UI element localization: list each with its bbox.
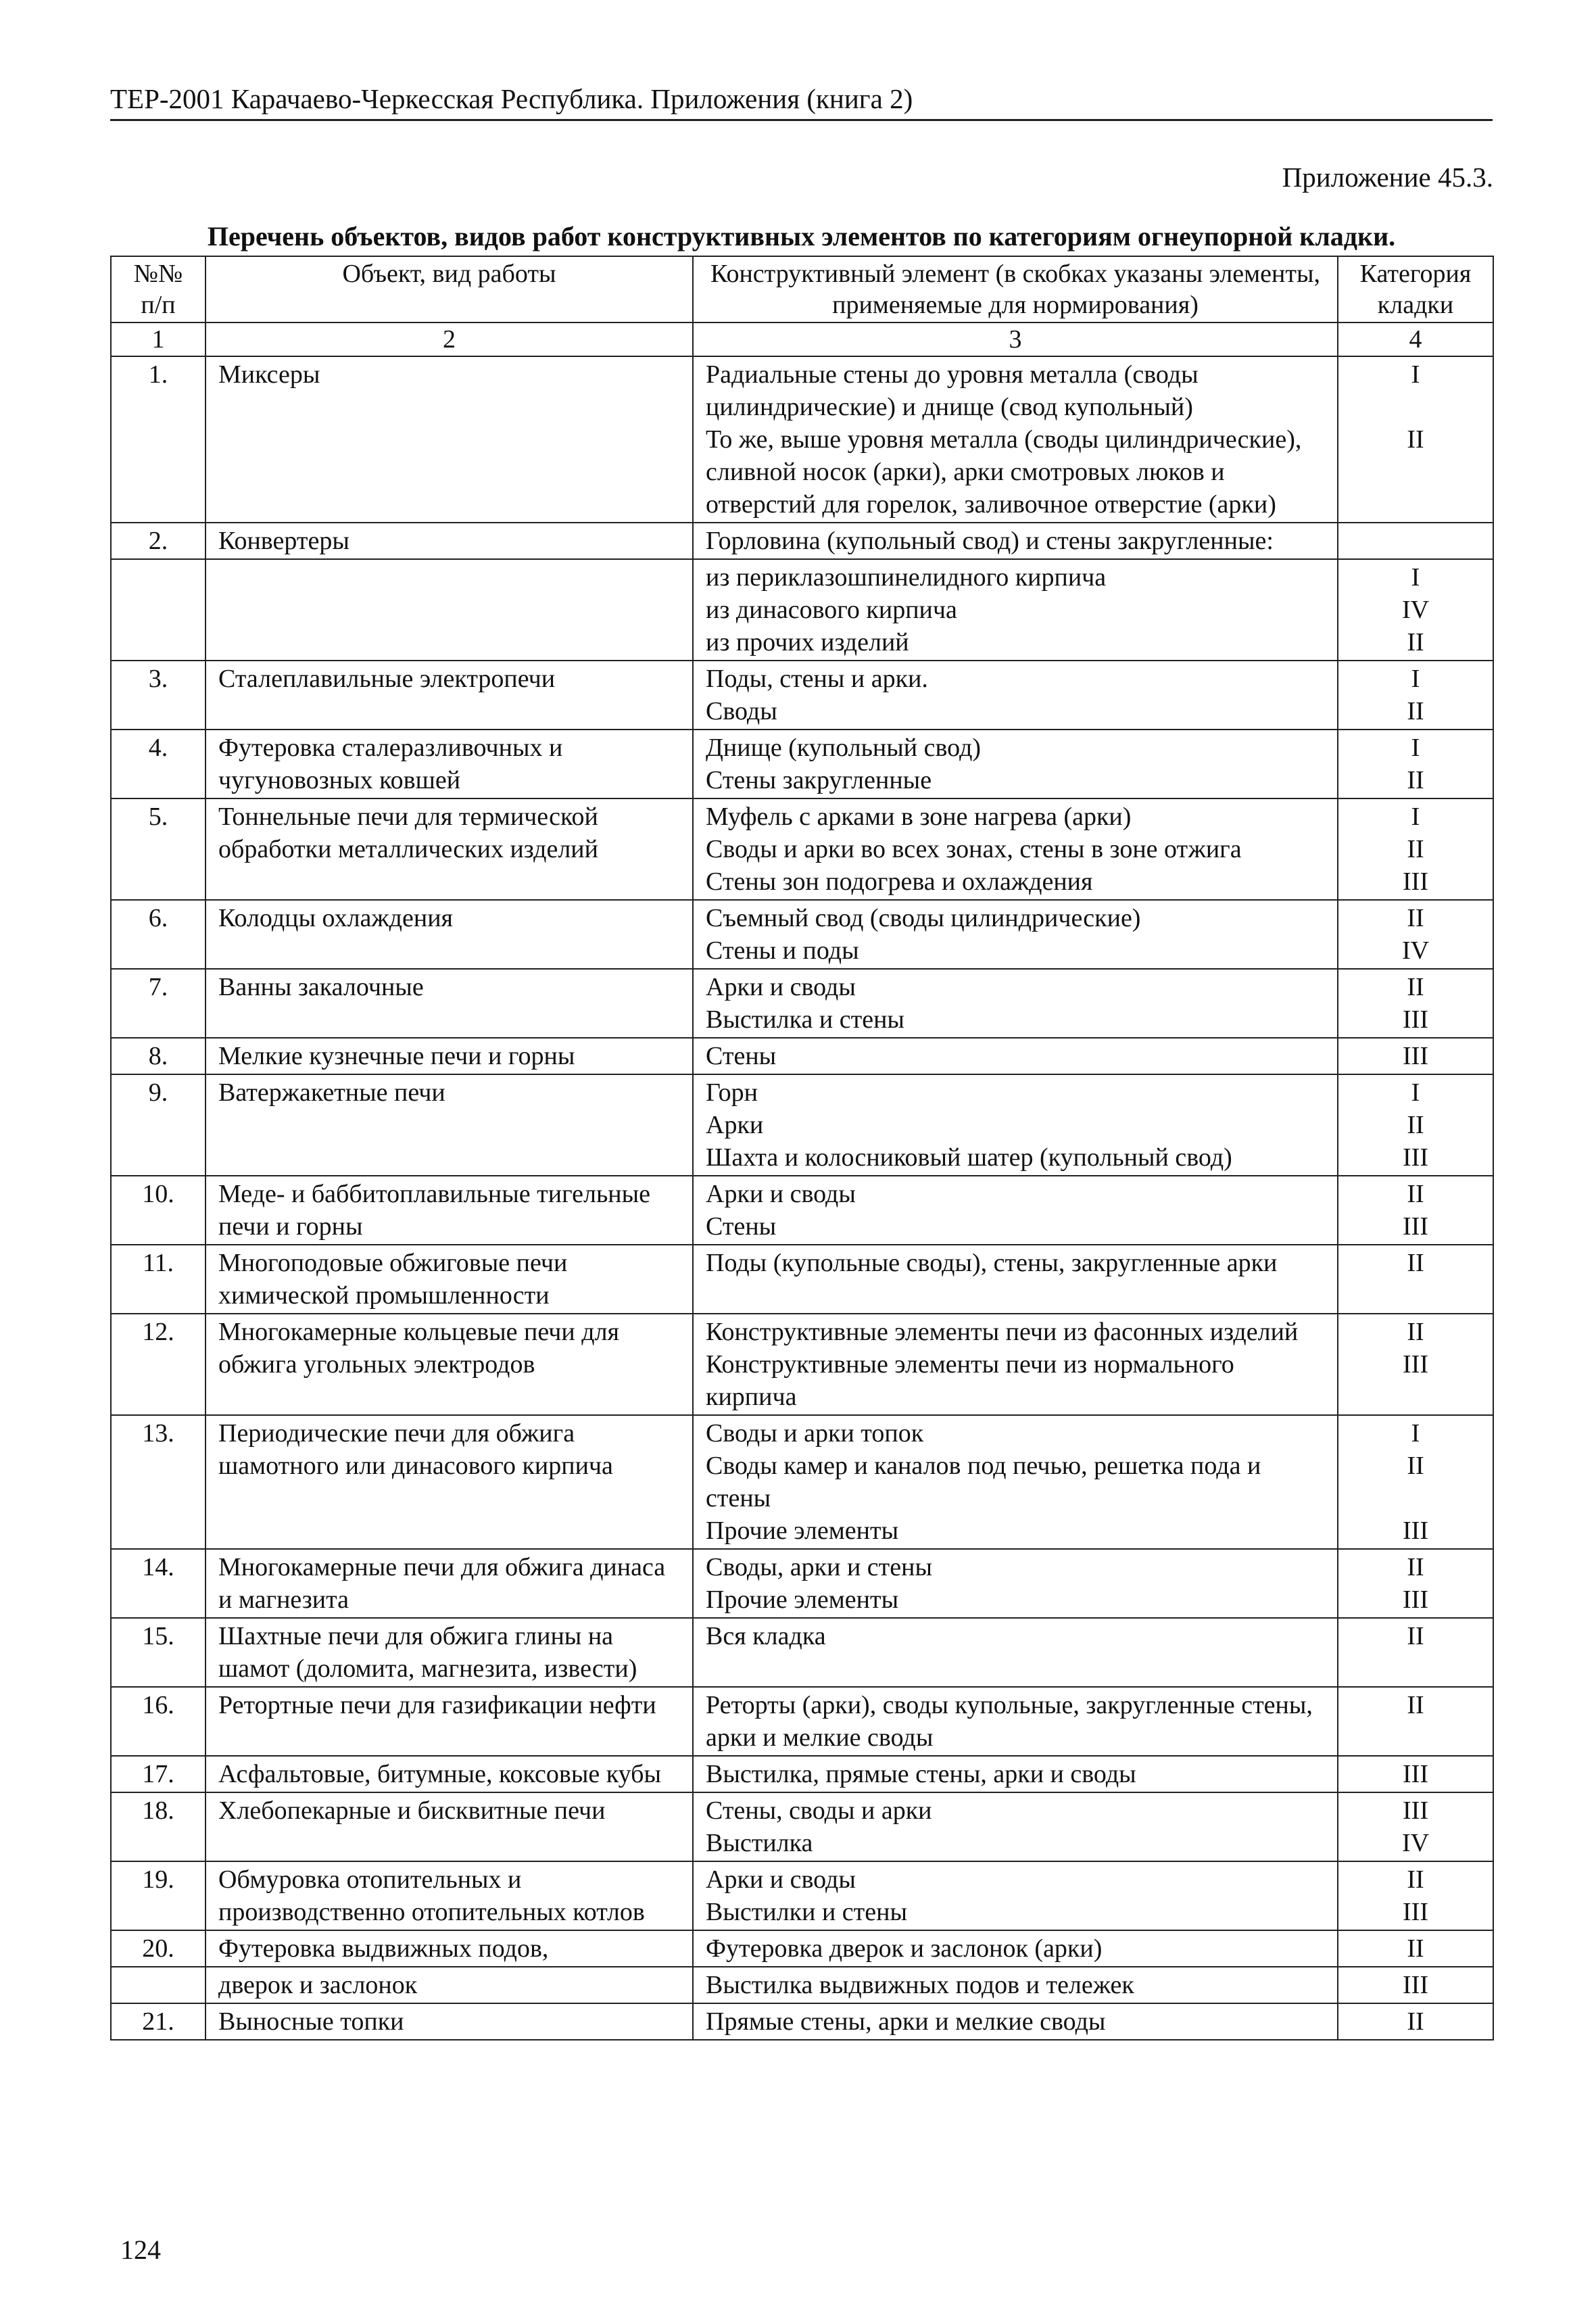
row-object: Хлебопекарные и бисквитные печи (205, 1792, 693, 1861)
row-elements (693, 1967, 1338, 2003)
category-line: III (1403, 1517, 1428, 1545)
element-line: Днище (купольный свод) (706, 734, 982, 762)
category-line: II (1407, 628, 1424, 657)
element-line: Горн (706, 1078, 758, 1107)
row-object: Футеровка выдвижных подов, (205, 1930, 693, 1967)
category-line: II (1407, 425, 1424, 454)
index-cell: 1 (111, 323, 205, 356)
row-number (111, 559, 205, 661)
category-line: II (1407, 1691, 1424, 1719)
row-elements (693, 1687, 1338, 1756)
row-object: Ватержакетные печи (205, 1074, 693, 1176)
row-number: 6. (111, 900, 205, 969)
table-row (111, 523, 1493, 559)
row-categories (1338, 798, 1493, 900)
table-row (111, 730, 1493, 798)
element-line: Муфель с арками в зоне нагрева (арки) (706, 803, 1132, 831)
element-line: Выстилка и стены (706, 1005, 904, 1034)
appendix-label: Приложение 45.3. (1282, 162, 1493, 193)
row-categories (1338, 730, 1493, 798)
element-line: Прямые стены, арки и мелкие своды (706, 2007, 1106, 2036)
category-line: II (1407, 766, 1424, 794)
category-line: III (1403, 1796, 1428, 1825)
element-line: Арки и своды (706, 1865, 856, 1894)
table-row (111, 798, 1493, 900)
category-line: II (1407, 1111, 1424, 1139)
table-row (111, 1756, 1493, 1792)
category-line: III (1403, 1005, 1428, 1034)
category-line: II (1407, 973, 1424, 1001)
table-body (111, 356, 1493, 2040)
row-categories (1338, 1314, 1493, 1415)
row-elements (693, 1861, 1338, 1930)
table-row (111, 969, 1493, 1038)
category-line: III (1403, 1042, 1428, 1070)
row-object: Многокамерные печи для обжига динаса и магнезита (205, 1549, 693, 1618)
element-line: Арки и своды (706, 973, 856, 1001)
category-line: IV (1401, 936, 1430, 965)
row-elements (693, 730, 1338, 798)
table-row (111, 1245, 1493, 1314)
table-row (111, 1038, 1493, 1074)
table-row (111, 1687, 1493, 1756)
row-number: 11. (111, 1245, 205, 1314)
category-line: II (1407, 835, 1424, 863)
table-row (111, 1967, 1493, 2003)
row-elements (693, 661, 1338, 730)
row-number: 17. (111, 1756, 205, 1792)
element-line: Своды (706, 697, 777, 725)
row-categories (1338, 1756, 1493, 1792)
row-object: Ванны закалочные (205, 969, 693, 1038)
row-categories (1338, 1074, 1493, 1176)
element-line: Реторты (арки), своды купольные, закругленные стены, арки и мелкие своды (706, 1691, 1313, 1752)
row-categories (1338, 2003, 1493, 2040)
element-line: Прочие элементы (706, 1585, 899, 1614)
row-elements (693, 1930, 1338, 1967)
element-line: Прочие элементы (706, 1517, 899, 1545)
category-line: II (1407, 904, 1424, 932)
category-line: III (1403, 1760, 1428, 1788)
table-row (111, 356, 1493, 523)
row-categories (1338, 1549, 1493, 1618)
row-categories (1338, 661, 1493, 730)
element-line: Выстилки и стены (706, 1898, 907, 1926)
row-number: 12. (111, 1314, 205, 1415)
row-categories (1338, 1038, 1493, 1074)
row-number: 16. (111, 1687, 205, 1756)
element-line: Своды камер и каналов под печью, решетка пода и стены (706, 1452, 1261, 1512)
category-line: II (1407, 1318, 1424, 1346)
row-number: 10. (111, 1176, 205, 1245)
row-elements (693, 1549, 1338, 1618)
category-line: II (1407, 1180, 1424, 1208)
element-line: Стены и поды (706, 936, 859, 965)
element-line: Съемный свод (своды цилиндрические) (706, 904, 1141, 932)
table-row (111, 559, 1493, 661)
row-object: Многокамерные кольцевые печи для обжига угольных электродов (205, 1314, 693, 1415)
category-line: III (1403, 1143, 1428, 1172)
table-row (111, 1314, 1493, 1415)
row-elements (693, 2003, 1338, 2040)
table-header-row (111, 256, 1493, 323)
index-cell: 3 (693, 323, 1338, 356)
element-line: Своды и арки топок (706, 1419, 924, 1448)
category-line: II (1407, 2007, 1424, 2036)
categories-table (110, 256, 1494, 2040)
category-line: III (1403, 1898, 1428, 1926)
row-object: Меде- и баббитоплавильные тигельные печи и горны (205, 1176, 693, 1245)
table-row (111, 1074, 1493, 1176)
row-elements (693, 356, 1338, 523)
category-line: II (1407, 1934, 1424, 1963)
element-line: из динасового кирпича (706, 596, 957, 624)
table-index-row (111, 323, 1493, 356)
row-number (111, 1967, 205, 2003)
row-elements (693, 900, 1338, 969)
table-row (111, 1792, 1493, 1861)
category-line: II (1407, 1622, 1424, 1650)
element-line: из периклазошпинелидного кирпича (706, 563, 1107, 592)
row-categories (1338, 1176, 1493, 1245)
category-line: III (1403, 1971, 1428, 1999)
header-number: №№ п/п (111, 256, 205, 323)
row-object: Миксеры (205, 356, 693, 523)
table-row (111, 1549, 1493, 1618)
row-categories (1338, 356, 1493, 523)
row-number: 1. (111, 356, 205, 523)
category-line: III (1403, 867, 1428, 896)
header-object: Объект, вид работы (205, 256, 693, 323)
row-object: Тоннельные печи для термической обработки металлических изделий (205, 798, 693, 900)
element-line: из прочих изделий (706, 628, 909, 657)
category-line: I (1411, 734, 1420, 762)
row-number: 8. (111, 1038, 205, 1074)
category-line: III (1403, 1212, 1428, 1241)
row-categories (1338, 1967, 1493, 2003)
element-line: Шахта и колосниковый шатер (купольный свод) (706, 1143, 1232, 1172)
row-categories (1338, 969, 1493, 1038)
element-line: Горловина (купольный свод) и стены закругленные: (706, 527, 1274, 555)
category-line: IV (1401, 1829, 1430, 1857)
row-elements (693, 1618, 1338, 1687)
row-object: дверок и заслонок (205, 1967, 693, 2003)
element-line: Конструктивные элементы печи из фасонных изделий (706, 1318, 1299, 1346)
element-line: Своды и арки во всех зонах, стены в зоне отжига (706, 835, 1242, 863)
row-elements (693, 1038, 1338, 1074)
category-line: IV (1401, 596, 1430, 624)
category-line: I (1411, 1419, 1420, 1448)
element-line: Выстилка, прямые стены, арки и своды (706, 1760, 1136, 1788)
element-line: Стены (706, 1042, 777, 1070)
table-row (111, 1618, 1493, 1687)
row-elements (693, 523, 1338, 559)
element-line: Стены зон подогрева и охлаждения (706, 867, 1093, 896)
category-line: II (1407, 1249, 1424, 1277)
row-object: Мелкие кузнечные печи и горны (205, 1038, 693, 1074)
row-categories (1338, 1618, 1493, 1687)
element-line: Выстилка (706, 1829, 813, 1857)
row-number: 9. (111, 1074, 205, 1176)
table-row (111, 1930, 1493, 1967)
element-line: Арки (706, 1111, 764, 1139)
element-line: Конструктивные элементы печи из нормального кирпича (706, 1350, 1234, 1411)
row-object: Многоподовые обжиговые печи химической промышленности (205, 1245, 693, 1314)
category-line: I (1411, 360, 1420, 389)
table-row (111, 1415, 1493, 1549)
row-object: Колодцы охлаждения (205, 900, 693, 969)
table-row (111, 1176, 1493, 1245)
page-number: 124 (120, 2235, 161, 2265)
category-line: I (1411, 803, 1420, 831)
category-line: III (1403, 1585, 1428, 1614)
category-line: III (1403, 1350, 1428, 1379)
row-object: Шахтные печи для обжига глины на шамот (доломита, магнезита, извести) (205, 1618, 693, 1687)
element-line: Арки и своды (706, 1180, 856, 1208)
row-categories (1338, 1415, 1493, 1549)
table-row (111, 1861, 1493, 1930)
row-categories (1338, 1245, 1493, 1314)
row-categories (1338, 1687, 1493, 1756)
table-row (111, 2003, 1493, 2040)
row-object: Выносные топки (205, 2003, 693, 2040)
row-object: Периодические печи для обжига шамотного или динасового кирпича (205, 1415, 693, 1549)
row-elements (693, 1756, 1338, 1792)
row-number: 5. (111, 798, 205, 900)
row-number: 18. (111, 1792, 205, 1861)
row-number: 19. (111, 1861, 205, 1930)
category-line: II (1407, 1553, 1424, 1581)
row-number: 21. (111, 2003, 205, 2040)
element-line: То же, выше уровня металла (своды цилиндрические), сливной носок (арки), арки смотровых люков и отверстий для горелок, заливочное отверстие (арки) (706, 425, 1302, 519)
category-line: I (1411, 1078, 1420, 1107)
index-cell: 2 (205, 323, 693, 356)
header-category: Категория кладки (1338, 256, 1493, 323)
category-line: I (1411, 665, 1420, 693)
row-elements (693, 1245, 1338, 1314)
row-object: Ретортные печи для газификации нефти (205, 1687, 693, 1756)
row-elements (693, 1176, 1338, 1245)
element-line: Футеровка дверок и заслонок (арки) (706, 1934, 1103, 1963)
row-categories (1338, 1930, 1493, 1967)
row-object: Конвертеры (205, 523, 693, 559)
element-line: Своды, арки и стены (706, 1553, 933, 1581)
category-line (1351, 525, 1480, 557)
row-object (205, 559, 693, 661)
row-object: Обмуровка отопительных и производственно отопительных котлов (205, 1861, 693, 1930)
row-elements (693, 1792, 1338, 1861)
element-line: Стены закругленные (706, 766, 932, 794)
table-row (111, 661, 1493, 730)
row-elements (693, 1074, 1338, 1176)
row-elements (693, 1314, 1338, 1415)
table-row (111, 900, 1493, 969)
element-line: Вся кладка (706, 1622, 826, 1650)
row-object: Сталеплавильные электропечи (205, 661, 693, 730)
row-categories (1338, 523, 1493, 559)
index-cell: 4 (1338, 323, 1493, 356)
row-number: 13. (111, 1415, 205, 1549)
row-object: Асфальтовые, битумные, коксовые кубы (205, 1756, 693, 1792)
row-elements (693, 559, 1338, 661)
header-element: Конструктивный элемент (в скобках указаны элементы, применяемые для нормирования) (693, 256, 1338, 323)
element-line: Поды (купольные своды), стены, закругленные арки (706, 1249, 1278, 1277)
row-number: 2. (111, 523, 205, 559)
row-elements (693, 969, 1338, 1038)
row-categories (1338, 1792, 1493, 1861)
category-line: II (1407, 697, 1424, 725)
row-categories (1338, 559, 1493, 661)
category-line: II (1407, 1865, 1424, 1894)
row-number: 15. (111, 1618, 205, 1687)
element-line: Выстилка выдвижных подов и тележек (706, 1971, 1134, 1999)
row-number: 3. (111, 661, 205, 730)
category-line: I (1411, 563, 1420, 592)
row-number: 7. (111, 969, 205, 1038)
document-title: Перечень объектов, видов работ конструктивных элементов по категориям огнеупорной кладки. (207, 221, 1396, 252)
element-line: Поды, стены и арки. (706, 665, 928, 693)
row-categories (1338, 1861, 1493, 1930)
element-line: Радиальные стены до уровня металла (своды цилиндрические) и днище (свод купольный) (706, 360, 1199, 421)
row-elements (693, 798, 1338, 900)
element-line: Стены, своды и арки (706, 1796, 932, 1825)
row-categories (1338, 900, 1493, 969)
category-line: II (1407, 1452, 1424, 1480)
row-number: 14. (111, 1549, 205, 1618)
row-number: 4. (111, 730, 205, 798)
row-elements (693, 1415, 1338, 1549)
row-object: Футеровка сталеразливочных и чугуновозных ковшей (205, 730, 693, 798)
row-number: 20. (111, 1930, 205, 1967)
running-header: ТЕР-2001 Карачаево-Черкесская Республика. Приложения (книга 2) (110, 81, 1493, 121)
element-line: Стены (706, 1212, 777, 1241)
